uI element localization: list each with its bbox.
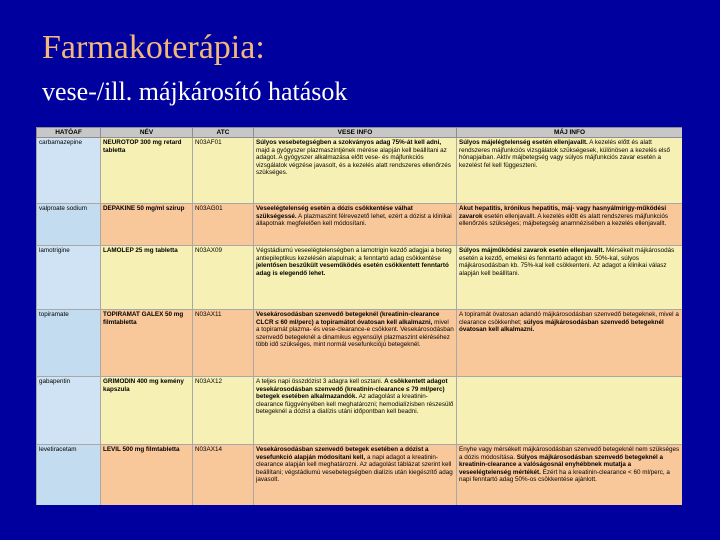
cell-kidney-info [254, 204, 457, 246]
kidney-info-text: a napi adagot a kreatinin-clearance alapján kell meghatározni. Az adagolást táblázat szerint kell beállítani; végstádiumú vesebetegségben dialízis után kiegészítő adag javasolt. [256, 453, 453, 484]
cell-liver-info [457, 138, 683, 204]
table-row [37, 445, 683, 506]
cell-generic: lamotrigine [37, 246, 101, 310]
table-row [37, 246, 683, 310]
cell-generic: topiramate [37, 310, 101, 377]
liver-info-bold: súlyos májkárosodásban szenvedő betegeknél óvatosan kell alkalmazni. [459, 318, 664, 334]
cell-generic: valproate sodium [37, 204, 101, 246]
cell-kidney-info [254, 138, 457, 204]
cell-kidney-info [254, 310, 457, 377]
kidney-info-text: A plazmaszint félrevezető lehet, ezért a dózist a klinikai állapotnak megfelelően kell módosítani. [256, 212, 452, 228]
kidney-info-bold: Súlyos vesebetegségben a szokványos adag 75%-át kell adni, [256, 139, 442, 146]
cell-generic: gabapentin [37, 377, 101, 445]
liver-info-bold: Súlyos májelégtelenség esetén ellenjavallt. [459, 139, 588, 146]
table-row [37, 310, 683, 377]
cell-product-name: LAMOLEP 25 mg tabletta [101, 246, 193, 310]
liver-info-bold: Akut hepatitis, krónikus hepatitis, máj- vagy hasnyálmirigy-működési zavarok [459, 205, 667, 220]
liver-info-bold: Súlyos májműködési zavarok esetén ellenjavallt. [459, 247, 605, 254]
table-row [37, 138, 683, 204]
cell-atc: N03AG01 [193, 204, 254, 246]
cell-atc: N03AX12 [193, 377, 254, 445]
cell-kidney-info [254, 377, 457, 445]
liver-info-text: esetén ellenjavallt. A kezelés előtt és alatt rendszeres májfunkciós ellenőrzés szükséges; májbetegség anamnézisében a kezelés ellenjavallt. [459, 212, 668, 228]
drug-table [36, 127, 682, 505]
cell-liver-info [457, 445, 683, 506]
cell-liver-info [457, 246, 683, 310]
kidney-info-tail: Az adagolást a kreatinin-clearance függvényében kell meghatározni; hemodialízisben részesülő betegeknél a dózist a dialízis utáni időpontban kell beadni. [256, 393, 454, 416]
table-row [37, 204, 683, 246]
cell-generic: levetiracetam [37, 445, 101, 506]
kidney-info-bold: A csökkentett adagot vesekárosodásban szenvedő (kreatinin-clearance ≤ 79 ml/perc) betegek esetében alkalmazandók. [256, 378, 448, 401]
liver-info-tail: Ezért ha a kreatinin-clearance < 60 ml/perc, a napi fenntartó adag 50%-os csökkentése ajánlott. [459, 468, 670, 484]
liver-info-text: Enyhe vagy mérsékelt májkárosodásban szenvedő betegeknél nem szükséges a dózis módosítása. [459, 446, 680, 461]
cell-liver-info [457, 377, 683, 445]
kidney-info-text: mivel a topiramát plazma- és vese-clearance-e csökkent. Vesekárosodásban szenvedő betegeknél a dinamikus egyensúlyi plazmaszint eléréséhez több idő szükséges, mint normál vesefunkciójú betegeknél. [256, 318, 454, 349]
table-row [37, 377, 683, 445]
cell-product-name: TOPIRAMAT GALEX 50 mg filmtabletta [101, 310, 193, 377]
cell-atc: N03AX14 [193, 445, 254, 506]
header-maj-info: MÁJ INFO [457, 128, 683, 138]
cell-generic: carbamazepine [37, 138, 101, 204]
cell-product-name: DEPAKINE 50 mg/ml szirup [101, 204, 193, 246]
kidney-info-text: Végstádiumú veseelégtelenségben a lamotrigin kezdő adagjai a beteg antiepileptikus kezelésén alapulnak; a fenntartó adag csökkentése [256, 247, 452, 262]
kidney-info-text: majd a gyógyszer plazmaszintjének mérése alapján kell beállítani az adagot. A gyógyszer alkalmazása előtt vese- és májfunkciós vizsgálatok végzése javasolt, és a kezelés alatt rendszeres ellenőrzés szükséges. [256, 146, 451, 177]
slide-subtitle: vese-/ill. májkárosító hatások [42, 77, 348, 106]
cell-liver-info [457, 204, 683, 246]
header-nev: NÉV [101, 128, 193, 138]
kidney-info-bold: Veseelégtelenség esetén a dózis csökkentése válhat szükségessé. [256, 205, 413, 220]
header-vese-info: VESE INFO [254, 128, 457, 138]
slide-title: Farmakoterápia: [42, 29, 265, 66]
cell-liver-info [457, 310, 683, 377]
cell-product-name: GRIMODIN 400 mg kemény kapszula [101, 377, 193, 445]
table-header-row [37, 128, 683, 138]
cell-atc: N03AX11 [193, 310, 254, 377]
kidney-info-bold: jelentősen beszűkült veseműködés esetén csökkentett fenntartó adag is elegendő lehet. [256, 262, 449, 277]
kidney-info-bold: Vesekárosodásban szenvedő betegek esetében a dózist a vesefunkció alapján módosítani kell, [256, 446, 429, 461]
cell-product-name: NEUROTOP 300 mg retard tabletta [101, 138, 193, 204]
cell-kidney-info [254, 445, 457, 506]
cell-kidney-info [254, 246, 457, 310]
liver-info-text: A kezelés előtt és alatt rendszeres májfunkciós vizsgálatok szükségesek, különösen a kezelés első hónapjaiban. Aktív májbetegség vagy súlyos májfunkciós zavar esetén a kezelést fel kell függeszteni. [459, 139, 671, 169]
liver-info-text: A topiramát óvatosan adandó májkárosodásban szenvedő betegeknek, mivel a clearance csökkenhet; [459, 311, 679, 326]
kidney-info-text: A teljes napi összdózist 3 adagra kell osztani. [256, 378, 385, 385]
cell-atc: N03AX09 [193, 246, 254, 310]
liver-info-text: Mérsékelt májkárosodás esetén a kezdő, emelési és fenntartó adagot kb. 50%-kal, súlyos májkárosodásban kb. 75%-kal kell csökkenteni. Az adagot a klinikai válasz alapján kell beállítani. [459, 247, 675, 277]
kidney-info-bold: Vesekárosodásban szenvedő betegeknél (kreatinin-clearance CLCR ≤ 60 ml/perc) a topiramátot óvatosan kell alkalmazni, [256, 311, 440, 326]
liver-info-bold: Súlyos májkárosodásban szenvedő betegeknél a kreatinin-clearance a valóságosnál enyhébbnek mutatja a veseelégtelenség mértékét. [459, 453, 664, 476]
cell-atc: N03AF01 [193, 138, 254, 204]
header-atc: ATC [193, 128, 254, 138]
header-hatoaf: HATÓAF [37, 128, 101, 138]
drug-table-image [36, 127, 682, 505]
cell-product-name: LEVIL 500 mg filmtabletta [101, 445, 193, 506]
